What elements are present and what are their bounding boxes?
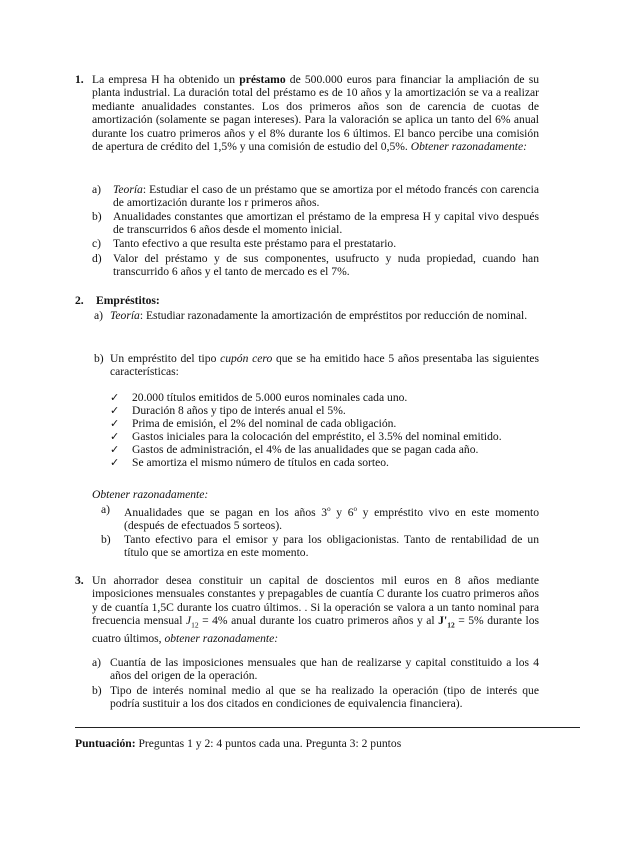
list-item: Duración 8 años y tipo de interés anual el 5%.	[132, 404, 346, 417]
question-2-item-a-label: a)	[94, 309, 104, 322]
question-2-number: 2.	[75, 294, 84, 307]
scoring-label: Puntuación:	[75, 737, 136, 750]
question-2-title: Empréstitos:	[96, 294, 160, 307]
question-2-sub-a: Anualidades que se pagan en los años 3$^o$ y 6$^o$ y empréstito vivo en este momento (después de efectuados 5 sorteos).	[124, 505, 540, 533]
list-item: Gastos de administración, el 4% de las anualidades que se pagan cada año.	[132, 443, 479, 456]
question-3-statement: Un ahorrador desea constituir un capital de doscientos mil euros en 8 años mediante imposiciones mensuales constantes y prepagables de cuantía C durante los cuatro primeros años y de cuantía 1,5C durante los cuatro últimos. . Si la operación se valora a un tanto nominal para frecuencia mensual $J_{12} = 4\%$ anual durante los cuatro primeros años y al $J'_{12} = 5\%$ durante los cuatro últimos, obtener razonadamente:	[92, 574, 540, 645]
question-1-bold-term: préstamo	[239, 73, 286, 86]
question-1-number: 1.	[75, 73, 84, 86]
check-icon: ✓	[110, 418, 120, 430]
question-2-sub-b-label: b)	[101, 533, 111, 546]
question-1-item-a-label: a)	[92, 183, 102, 196]
question-1-item-b-label: b)	[92, 210, 102, 223]
check-icon: ✓	[110, 444, 120, 456]
list-item: 20.000 títulos emitidos de 5.000 euros nominales cada uno.	[132, 391, 408, 404]
question-3-item-b: Tipo de interés nominal medio al que se ha realizado la operación (tipo de interés que podría sustituir a los dos citados en condiciones de equivalencia financiera).	[110, 684, 539, 711]
question-1-item-c-label: c)	[92, 237, 102, 250]
question-1-item-d-label: d)	[92, 252, 102, 265]
question-2-item-a: Teoría: Estudiar razonadamente la amortización de empréstitos por reducción de nominal.	[110, 309, 528, 322]
question-3-number: 3.	[75, 574, 84, 587]
question-1-statement: La empresa H ha obtenido un préstamo de 500.000 euros para financiar la ampliación de su planta industrial. La duración total del préstamo es de 10 años y la amortización se va a realizar mediante anualidades constantes. Los dos primeros años son de carencia de cuotas de amortización (solamente se pagan intereses). Para la valoración se aplica un tanto del 6% anual durante los cuatro primeros años y el 8% durante los 6 últimos. El banco percibe una comisión de apertura de crédito del 1,5% y una comisión de estudio del 0,5%. Obtener razonadamente:	[92, 73, 539, 154]
question-3-item-b-label: b)	[92, 684, 102, 697]
scoring-footer	[75, 737, 401, 750]
question-1-item-d: Valor del préstamo y de sus componentes, usufructo y nuda propiedad, cuando han transcurrido 6 años y el tanto de mercado es el 7%.	[113, 252, 539, 279]
check-icon: ✓	[110, 457, 120, 469]
check-icon: ✓	[110, 431, 120, 443]
list-item: Prima de emisión, el 2% del nominal de cada obligación.	[132, 417, 397, 430]
list-item: Gastos iniciales para la colocación del empréstito, el 3.5% del nominal emitido.	[132, 430, 502, 443]
question-3-item-a: Cuantía de las imposiciones mensuales que han de realizarse y capital constituido a los 4 años del origen de la operación.	[110, 656, 539, 683]
list-item: Se amortiza el mismo número de títulos en cada sorteo.	[132, 456, 389, 469]
question-2-sub-b: Tanto efectivo para el emisor y para los obligacionistas. Tanto de rentabilidad de un título que se amortiza en este momento.	[124, 533, 539, 560]
question-2-item-b-label: b)	[94, 352, 104, 365]
check-icon: ✓	[110, 405, 120, 417]
footer-divider	[75, 727, 580, 728]
question-2-obtain-heading: Obtener razonadamente:	[92, 488, 209, 501]
question-1-item-b: Anualidades constantes que amortizan el préstamo de la empresa H y capital vivo después de transcurridos 6 años desde el momento inicial.	[113, 210, 539, 237]
question-1-item-a: Teoría: Estudiar el caso de un préstamo que se amortiza por el método francés con carencia de amortización durante los r primeros años.	[113, 183, 539, 210]
question-2-item-b: Un empréstito del tipo cupón cero que se ha emitido hace 5 años presentaba las siguientes características:	[110, 352, 539, 379]
question-2-sub-a-label: a)	[101, 503, 111, 516]
scoring-text: Preguntas 1 y 2: 4 puntos cada una. Pregunta 3: 2 puntos	[135, 737, 402, 750]
check-icon: ✓	[110, 392, 120, 404]
question-1-item-c: Tanto efectivo a que resulta este préstamo para el prestatario.	[113, 237, 397, 250]
question-3-item-a-label: a)	[92, 656, 102, 669]
